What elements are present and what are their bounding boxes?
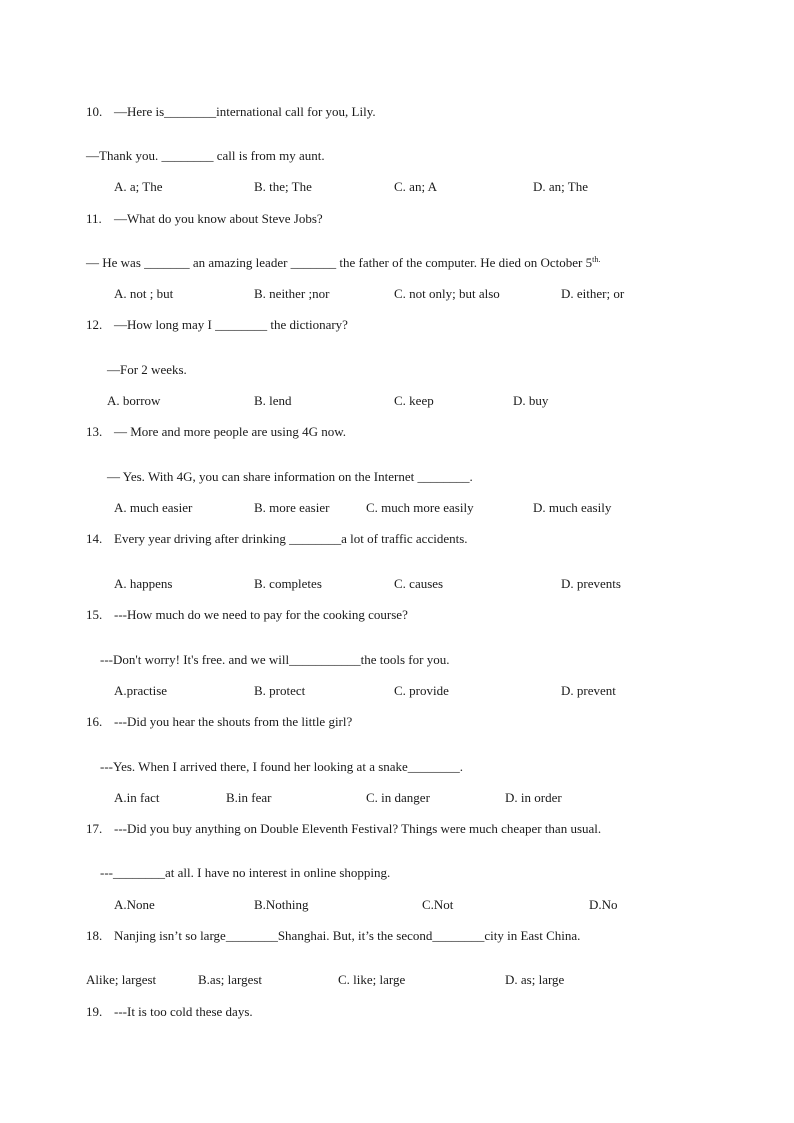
question-text: — More and more people are using 4G now. xyxy=(114,424,347,439)
option-c: C. causes xyxy=(394,576,444,591)
option-d: D. much easily xyxy=(533,500,612,515)
option-b: B. the; The xyxy=(254,179,312,194)
question-19-prompt xyxy=(86,1004,253,1020)
question-12-reply: —For 2 weeks. xyxy=(107,362,187,377)
option-c: C. keep xyxy=(394,393,434,408)
option-b: B. protect xyxy=(254,683,306,698)
question-17-reply: ---________at all. I have no interest in online shopping. xyxy=(100,865,391,880)
question-12-prompt xyxy=(86,317,348,333)
option-c: C. provide xyxy=(394,683,449,698)
option-c: C. like; large xyxy=(338,972,406,987)
option-d: D.No xyxy=(589,897,618,912)
question-number: 17. xyxy=(86,821,103,836)
option-c: C. not only; but also xyxy=(394,286,500,301)
question-10-reply: —Thank you. ________ call is from my aunt. xyxy=(86,148,325,163)
question-16-reply: ---Yes. When I arrived there, I found her looking at a snake________. xyxy=(100,759,464,774)
option-a: A.in fact xyxy=(114,790,160,805)
option-d: D. in order xyxy=(505,790,562,805)
option-d: D. prevents xyxy=(561,576,621,591)
question-17-prompt xyxy=(86,821,601,837)
option-b: B. neither ;nor xyxy=(254,286,330,301)
question-number: 14. xyxy=(86,531,103,546)
option-d: D. an; The xyxy=(533,179,588,194)
question-13-reply: — Yes. With 4G, you can share information on the Internet ________. xyxy=(107,469,473,484)
question-18-prompt xyxy=(86,928,580,944)
question-11-prompt xyxy=(86,211,323,227)
question-15-prompt xyxy=(86,607,408,623)
option-b: B.as; largest xyxy=(198,972,263,987)
ordinal-suffix: th. xyxy=(592,255,601,264)
option-b: B. lend xyxy=(254,393,292,408)
reply-text: — He was _______ an amazing leader _______ the father of the computer. He died on October 5 xyxy=(86,255,593,270)
question-number: 10. xyxy=(86,104,103,119)
option-a: A. not ; but xyxy=(114,286,174,301)
question-number: 11. xyxy=(86,211,102,226)
question-number: 18. xyxy=(86,928,103,943)
question-text: Nanjing isn’t so large________Shanghai. But, it’s the second________city in East China. xyxy=(114,928,581,943)
option-a: A. happens xyxy=(114,576,173,591)
option-a: A.practise xyxy=(114,683,168,698)
question-16-prompt xyxy=(86,714,352,730)
option-b: B. more easier xyxy=(254,500,330,515)
option-b: B.in fear xyxy=(226,790,272,805)
option-c: C.Not xyxy=(422,897,454,912)
option-a: A. a; The xyxy=(114,179,163,194)
question-13-prompt xyxy=(86,424,346,440)
option-d: D. as; large xyxy=(505,972,565,987)
option-c: C. an; A xyxy=(394,179,437,194)
question-number: 16. xyxy=(86,714,103,729)
question-number: 12. xyxy=(86,317,103,332)
question-text: —How long may I ________ the dictionary? xyxy=(114,317,348,332)
question-text: ---How much do we need to pay for the cooking course? xyxy=(114,607,408,622)
option-b: B. completes xyxy=(254,576,322,591)
question-text: ---It is too cold these days. xyxy=(114,1004,253,1019)
question-15-reply: ---Don't worry! It's free. and we will___________the tools for you. xyxy=(100,652,450,667)
question-text: Every year driving after drinking ________a lot of traffic accidents. xyxy=(114,531,468,546)
question-text: ---Did you buy anything on Double Eleventh Festival? Things were much cheaper than usual. xyxy=(114,821,602,836)
question-text: —What do you know about Steve Jobs? xyxy=(114,211,323,226)
option-d: D. either; or xyxy=(561,286,625,301)
option-a: A. much easier xyxy=(114,500,193,515)
question-number: 13. xyxy=(86,424,103,439)
option-a: Alike; largest xyxy=(86,972,157,987)
option-c: C. much more easily xyxy=(366,500,474,515)
option-d: D. buy xyxy=(513,393,549,408)
option-a: A.None xyxy=(114,897,155,912)
question-10-prompt xyxy=(86,104,376,120)
question-11-reply xyxy=(86,255,600,271)
option-c: C. in danger xyxy=(366,790,430,805)
question-text: ---Did you hear the shouts from the little girl? xyxy=(114,714,353,729)
option-b: B.Nothing xyxy=(254,897,309,912)
question-number: 15. xyxy=(86,607,103,622)
option-d: D. prevent xyxy=(561,683,616,698)
question-text: —Here is________international call for you, Lily. xyxy=(114,104,376,119)
option-a: A. borrow xyxy=(107,393,161,408)
question-number: 19. xyxy=(86,1004,103,1019)
question-14-prompt xyxy=(86,531,468,547)
